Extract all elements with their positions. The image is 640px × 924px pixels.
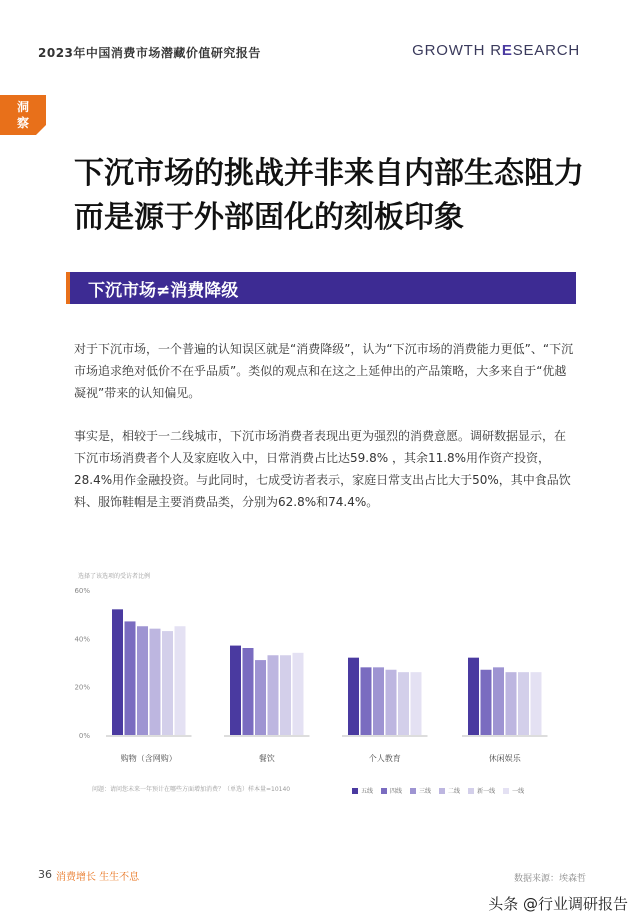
section-title: 下沉市场≠消费降级 [88,280,239,301]
bar-二线 [150,629,161,735]
y-tick-label: 0% [78,732,90,740]
legend-item [352,786,373,795]
legend-label: 新一线 [477,788,496,795]
bar-四线 [243,648,254,735]
headline-line-1: 下沉市场的挑战并非来自内部生态阻力 [74,156,584,191]
bar-一线 [411,672,422,735]
category-label: 餐饮 [258,754,275,763]
section-accent-bar [66,272,70,304]
bar-四线 [125,621,136,735]
paragraph-1: 对于下沉市场，一个普遍的认知误区就是“消费降级”，认为“下沉市场的消费能力更低”、“下沉市场追求绝对低价不在乎品质”。类似的观点和在这之上延伸出的产品策略，大多来自于“优越凝视”带来的认知偏见。 [74,342,574,400]
bar-一线 [175,626,186,735]
report-title: 2023年中国消费市场潜藏价值研究报告 [38,46,261,60]
bar-一线 [531,672,542,735]
bar-三线 [493,667,504,735]
bar-二线 [268,655,279,735]
legend-label: 一线 [512,788,525,795]
y-tick-label: 20% [74,683,90,692]
headline-line-2: 而是源于外部固化的刻板印象 [74,200,464,235]
insight-tag [0,95,46,135]
tag-char-1: 洞 [16,100,29,114]
category-label: 个人教育 [368,754,401,763]
legend-swatch [352,788,358,794]
bar-一线 [293,653,304,735]
category-label: 休闲娱乐 [488,754,521,763]
chart-legend [352,786,524,795]
legend-item [503,786,524,795]
watermark: 头条 @行业调研报告 [488,895,628,913]
legend-item [439,786,460,795]
legend-label: 三线 [419,788,432,795]
bar-新一线 [162,631,173,735]
bar-新一线 [518,672,529,735]
category-label: 购物（含网购） [120,754,177,763]
tag-char-2: 察 [16,116,29,130]
bar-四线 [481,670,492,735]
data-source: 数据来源：埃森哲 [513,874,586,884]
legend-swatch [468,788,474,794]
brand-text-1: GROWTH R [412,42,502,59]
bar-三线 [137,626,148,735]
footer-slogan: 消费增长 生生不息 [56,872,140,883]
bar-二线 [386,670,397,735]
bar-五线 [230,646,241,735]
section-header [66,272,576,304]
legend-item [468,786,495,795]
y-tick-label: 60% [74,587,90,595]
bar-四线 [361,667,372,735]
bar-五线 [112,609,123,735]
bar-三线 [255,660,266,735]
legend-label: 二线 [448,788,461,795]
bar-二线 [506,672,517,735]
bar-三线 [373,667,384,735]
chart-note: 问题：请问您未来一年预计在哪些方面增加消费？（单选）样本量=10140 [92,786,291,793]
tag-corner-cut [36,125,46,135]
legend-swatch [410,788,416,794]
bar-五线 [348,658,359,735]
legend-swatch [439,788,445,794]
legend-item [381,786,402,795]
brand-text-2: SEARCH [512,42,580,59]
legend-item [410,786,431,795]
brand-text-accent: E [501,42,513,59]
page-number: 36 [38,868,52,881]
page-headline [74,152,594,240]
bar-五线 [468,658,479,735]
consumption-bar-chart [60,570,580,800]
chart-canvas [60,570,580,780]
y-tick-label: 40% [74,635,90,644]
legend-swatch [381,788,387,794]
legend-label: 五线 [361,788,374,795]
legend-swatch [503,788,509,794]
bar-新一线 [280,655,291,735]
bar-新一线 [398,672,409,735]
brand-logo [412,42,580,59]
y-axis-label: 选择了该选项的受访者比例 [78,573,151,580]
paragraph-2: 事实是，相较于一二线城市，下沉市场消费者表现出更为强烈的消费意愿。调研数据显示，在下沉市场消费者个人及家庭收入中，日常消费占比达59.8% ，其余11.8%用作资产投资，28.4%用作金融投资。与此同时，七成受访者表示，家庭日常支出占比大于50%，其中食品饮料、服饰鞋帽是主要消费品类，分别为62.8%和74.4%。 [74,429,571,509]
legend-label: 四线 [390,788,403,795]
